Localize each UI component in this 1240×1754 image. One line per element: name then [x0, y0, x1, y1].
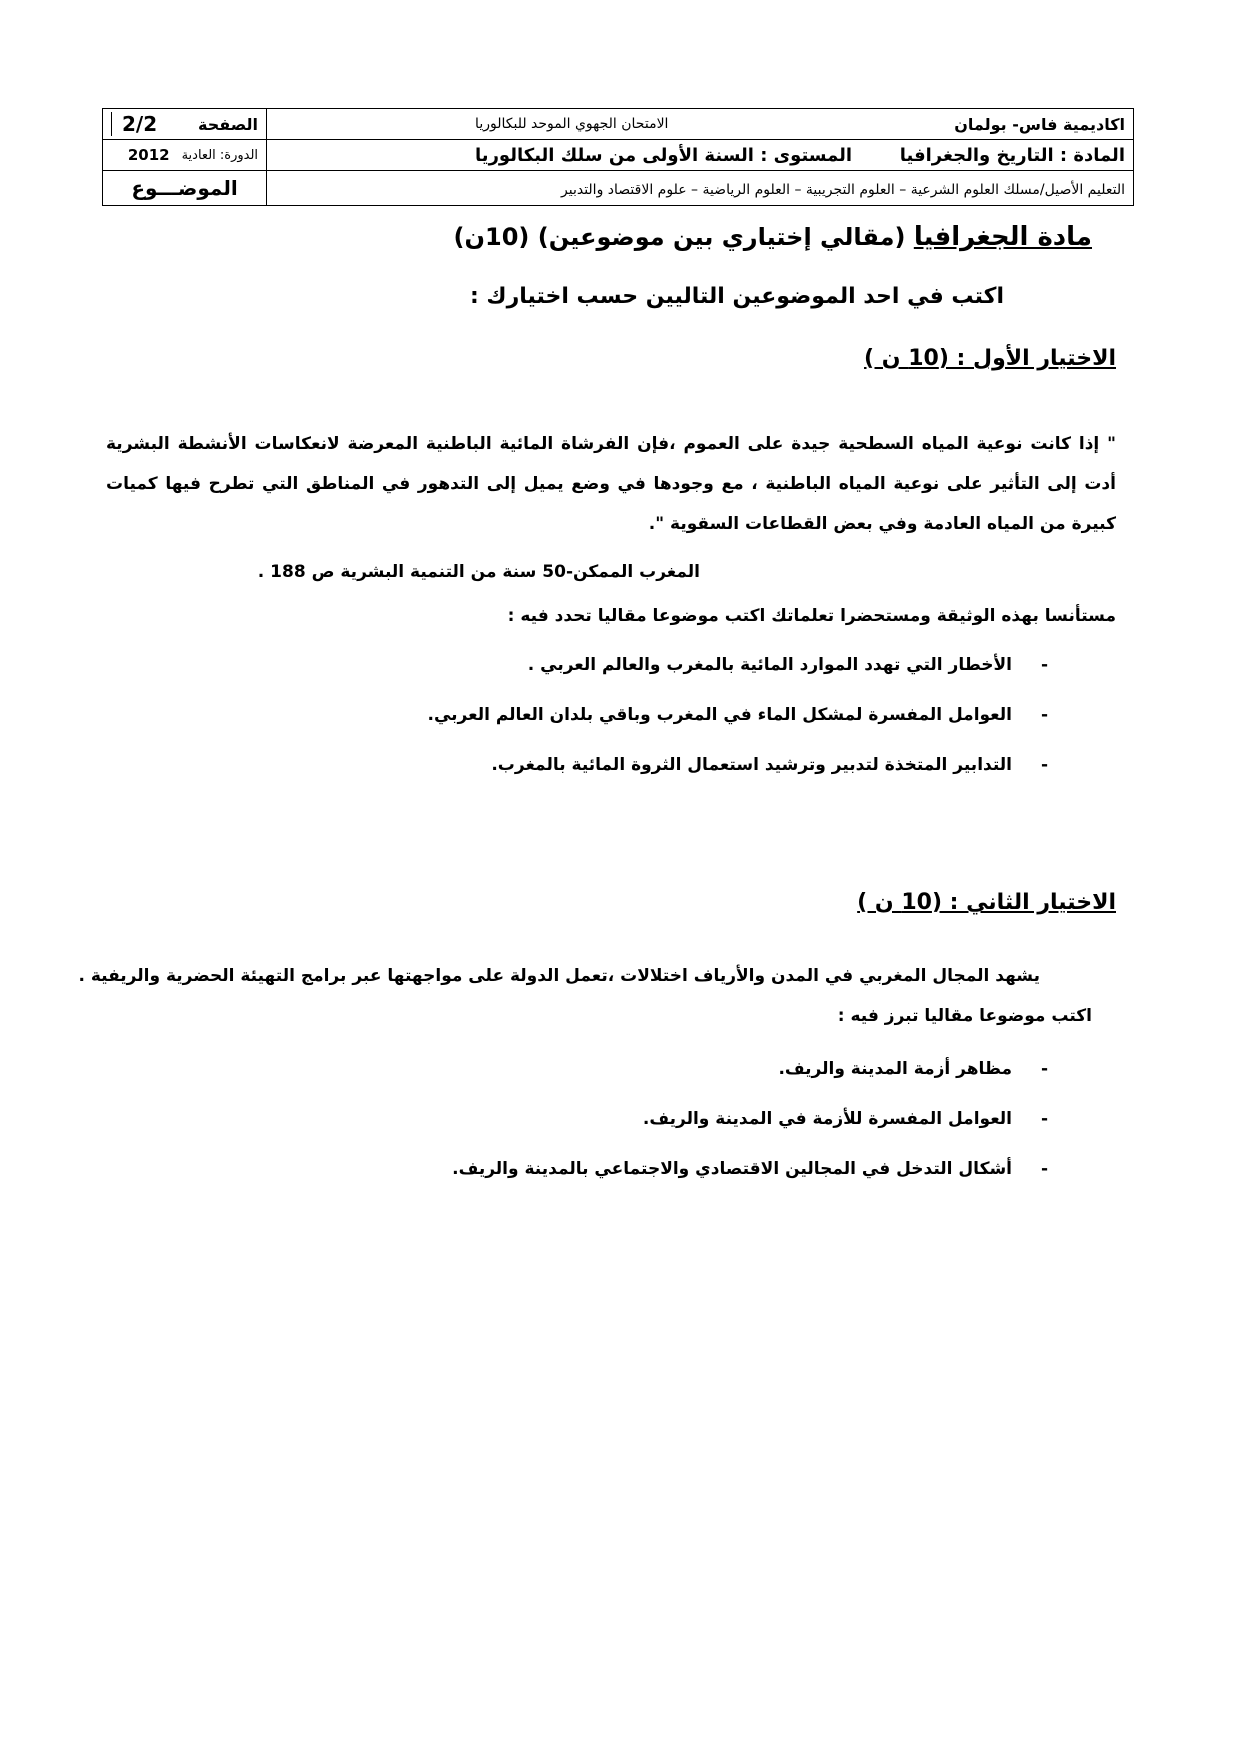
choice-two-lead: اكتب موضوعا مقاليا تبرز فيه :	[837, 1006, 1092, 1026]
dash-marker: -	[1040, 1059, 1048, 1079]
choice-two-heading: الاختيار الثاني : (10 ن )	[857, 890, 1116, 915]
header-session-cell	[103, 140, 267, 171]
geography-section-title	[454, 222, 1092, 252]
choice-two-intro: يشهد المجال المغربي في المدن والأرياف اختلالات ،تعمل الدولة على مواجهتها عبر برامج التهيئة الحضرية والريفية .	[78, 966, 1040, 986]
choice-one-list	[428, 640, 1049, 790]
choose-instruction: اكتب في احد الموضوعين التاليين حسب اختيارك :	[469, 284, 1004, 309]
list-item: - التدابير المتخذة لتدبير وترشيد استعمال الثروة المائية بالمغرب.	[428, 740, 1049, 790]
choice-one-source: المغرب الممكن-50 سنة من التنمية البشرية ص 188 .	[257, 562, 700, 582]
list-item: - مظاهر أزمة المدينة والريف.	[452, 1044, 1048, 1094]
header-academy-cell	[267, 109, 1134, 140]
list-item: - أشكال التدخل في المجالين الاقتصادي والاجتماعي بالمدينة والريف.	[452, 1144, 1048, 1194]
list-item: - الأخطار التي تهدد الموارد المائية بالمغرب والعالم العربي .	[428, 640, 1049, 690]
dash-marker: -	[1040, 655, 1048, 675]
topic-label: الموضـــوع	[131, 176, 238, 200]
choice-one-heading: الاختيار الأول : (10 ن )	[864, 346, 1116, 371]
dash-marker: -	[1040, 755, 1048, 775]
list-item: - العوامل المفسرة لمشكل الماء في المغرب وباقي بلدان العالم العربي.	[428, 690, 1049, 740]
subject-line: المادة : التاريخ والجغرافيا	[899, 144, 1125, 166]
list-item: - العوامل المفسرة للأزمة في المدينة والريف.	[452, 1094, 1048, 1144]
subject-description: (مقالي إختياري بين موضوعين) (10ن)	[453, 223, 906, 251]
page-label: الصفحة	[198, 114, 259, 134]
dash-marker: -	[1040, 1109, 1048, 1129]
subject-name: مادة الجغرافيا	[913, 222, 1092, 252]
header-topic-cell	[103, 171, 267, 206]
page-number: 2/2	[111, 112, 157, 136]
choice-one-lead: مستأنسا بهذه الوثيقة ومستحضرا تعلماتك اكتب موضوعا مقاليا تحدد فيه :	[507, 606, 1116, 626]
streams-line: التعليم الأصيل/مسلك العلوم الشرعية – العلوم التجريبية – العلوم الرياضية – علوم الاقتصاد والتدبير	[561, 181, 1125, 198]
exam-header-table	[102, 108, 1134, 206]
session-year: 2012	[127, 146, 170, 164]
level-line: المستوى : السنة الأولى من سلك البكالوريا	[475, 144, 853, 166]
header-streams-cell	[267, 171, 1134, 206]
academy-name: اكاديمية فاس- بولمان	[954, 114, 1125, 134]
header-page-cell	[103, 109, 267, 140]
choice-two-list	[452, 1044, 1048, 1194]
dash-marker: -	[1040, 705, 1048, 725]
choice-one-quote: " إذا كانت نوعية المياه السطحية جيدة على العموم ،فإن الفرشاة المائية الباطنية المعرضة لانعكاسات الأنشطة البشرية أدت إلى التأثير على نوعية المياه الباطنية ، مع وجودها في وضع يميل إلى التدهور في المناطق التي تطرح فيها كميات كبيرة من المياه العادمة وفي بعض القطاعات السقوية ".	[106, 434, 1116, 534]
session-label: الدورة: العادية	[181, 147, 259, 163]
dash-marker: -	[1040, 1159, 1048, 1179]
exam-name: الامتحان الجهوي الموحد للبكالوريا	[475, 116, 669, 132]
header-subject-cell	[267, 140, 1134, 171]
